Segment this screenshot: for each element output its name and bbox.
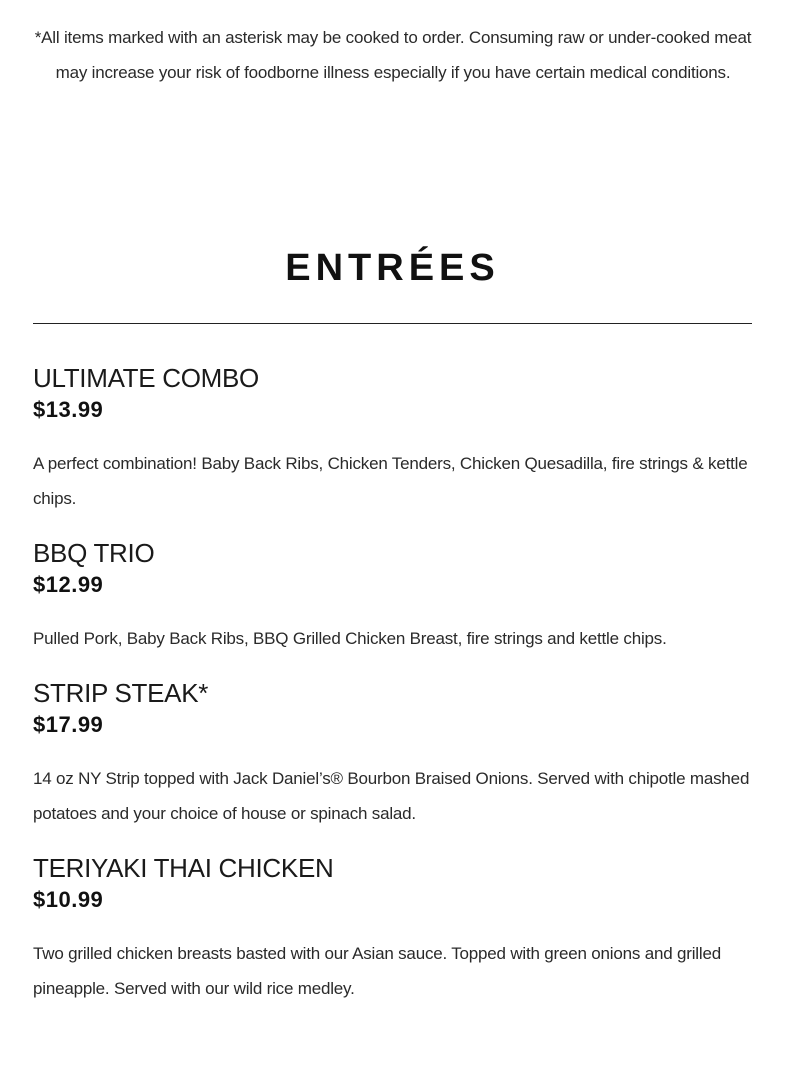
menu-item	[33, 850, 752, 1006]
allergen-disclaimer: *All items marked with an asterisk may be cooked to order. Consuming raw or under-cooked meat may increase your risk of foodborne illness especially if you have certain medical conditions.	[34, 28, 752, 82]
menu-item-name: STRIP STEAK*	[33, 678, 209, 708]
menu-item-price: $13.99	[33, 397, 104, 422]
menu-item-name: BBQ TRIO	[33, 538, 155, 568]
menu-item-price: $17.99	[33, 712, 104, 737]
menu-item-price: $10.99	[33, 887, 104, 912]
menu-item-name: TERIYAKI THAI CHICKEN	[33, 853, 334, 883]
menu-item	[33, 675, 752, 831]
menu-item	[33, 360, 752, 516]
menu-item	[33, 535, 752, 656]
section-divider	[33, 323, 752, 324]
menu-item-description: 14 oz NY Strip topped with Jack Daniel’s® Bourbon Braised Onions. Served with chipotle mashed potatoes and your choice of house or spinach salad.	[33, 769, 750, 823]
menu-item-description: Two grilled chicken breasts basted with our Asian sauce. Topped with green onions and grilled pineapple. Served with our wild rice medley.	[33, 944, 721, 998]
menu-item-description: Pulled Pork, Baby Back Ribs, BBQ Grilled Chicken Breast, fire strings and kettle chips.	[33, 629, 667, 648]
menu-item-price: $12.99	[33, 572, 104, 597]
section-title-entrees: ENTRÉES	[285, 247, 500, 289]
menu-item-list	[33, 360, 752, 1006]
menu-item-name: ULTIMATE COMBO	[33, 363, 259, 393]
menu-item-description: A perfect combination! Baby Back Ribs, Chicken Tenders, Chicken Quesadilla, fire strings & kettle chips.	[33, 454, 748, 508]
